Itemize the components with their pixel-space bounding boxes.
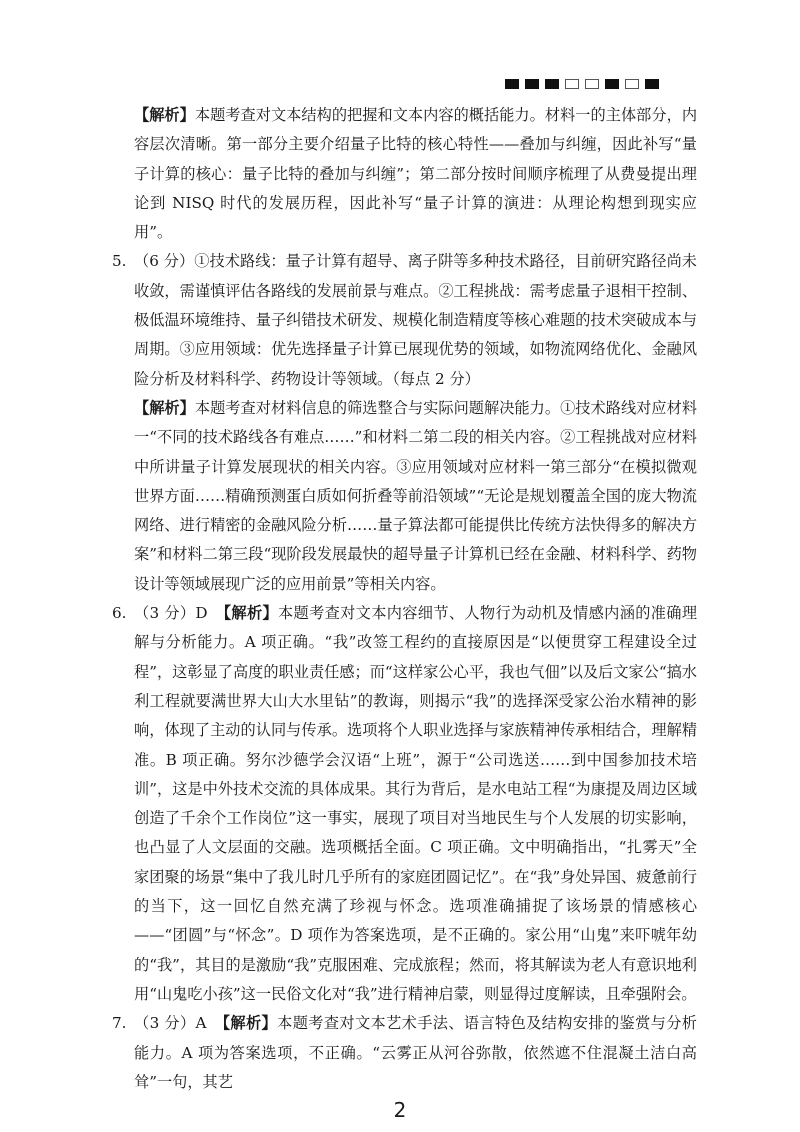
item-text: （3 分）A (134, 1014, 223, 1033)
header-mark (525, 79, 539, 89)
item-number: 7. (112, 1014, 127, 1033)
item-body (134, 247, 697, 393)
item-number: 6. (112, 604, 127, 623)
item-text: 本题考查对材料信息的筛选整合与实际问题解决能力。①技术路线对应材料一“不同的技术路线各有难点……”和材料二第二段的相关内容。②工程挑战对应材料中所讲量子计算发展现状的相关内容。③应用领域对应材料一第三部分“在模拟微观世界方面……精确预测蛋白质如何折叠等前沿领域”“无论是规划覆盖全国的庞大物流网络、进行精密的金融风险分析……量子算法都可能提供比传统方法快得多的解决方案”和材料二第三段“现阶段发展最快的超导量子计算机已经在金融、材料科学、药物设计等领域展现广泛的应用前景”等相关内容。 (134, 398, 698, 593)
item-text: 本题考查对文本内容细节、人物行为动机及情感内涵的准确理解与分析能力。A 项正确。“我”改签工程约的直接原因是“以便贯穿工程建设全过程”，这彰显了高度的职业责任感；而“这样家公心平，我也气佃”以及后文家公“搞水利工程就要满世界大山大水里钻”的教诲，则揭示“我”的选择深受家公治水精神的影响，体现了主动的认同与传承。选项将个人职业选择与家族精神传承相结合，理解精准。B 项正确。努尔沙德学会汉语“上班”，源于“公司选送……到中国参加技术培训”，这是中外技术交流的具体成果。其行为背后，是水电站工程“为康提及周边区域创造了千余个工作岗位”这一事实，展现了项目对当地民生与个人发展的切实影响，也凸显了人文层面的交融。选项概括全面。C 项正确。文中明确指出，“扎雾天”全家团聚的场景“集中了我儿时几乎所有的家庭团圆记忆”。在“我”身处异国、疲惫前行的当下，这一回忆自然充满了珍视与怀念。选项准确捕捉了该场景的情感核心——“团圆”与“怀念”。D 项作为答案选项，是不正确的。家公用“山鬼”来吓唬年幼的“我”，其目的是激励“我”克服困难、完成旅程；然而，将其解读为老人有意识地利用“山鬼吃小孩”这一民俗文化对“我”进行精神启蒙，则显得过度解读，且牵强附会。 (134, 604, 698, 1003)
header-mark (545, 79, 559, 89)
header-mark (505, 79, 519, 89)
answer-item (112, 1009, 697, 1097)
answer-item (112, 599, 697, 1009)
item-text: 本题考查对文本艺术手法、语言特色及结构安排的鉴赏与分析能力。A 项为答案选项，不正确。“云雾正从河谷弥散，依然遮不住混凝土洁白高耸”一句，其艺 (134, 1014, 697, 1091)
answer-item (112, 247, 697, 393)
item-body (134, 1009, 697, 1097)
item-text: 本题考查对文本结构的把握和文本内容的概括能力。材料一的主体部分，内容层次清晰。第一部分主要介绍量子比特的核心特性——叠加与纠缠，因此补写“量子计算的核心：量子比特的叠加与纠缠”；第二部分按时间顺序梳理了从费曼提出理论到 NISQ 时代的发展历程，因此补写“量子计算的演进：从理论构想到现实应用”。 (134, 106, 698, 242)
item-number (112, 101, 134, 247)
item-body (134, 599, 697, 1009)
analysis-paragraph (112, 101, 697, 247)
analysis-label: 【解析】 (223, 604, 279, 623)
analysis-label: 【解析】 (134, 106, 195, 124)
header-mark (565, 79, 579, 89)
header-mark (585, 79, 599, 89)
header-marks (505, 79, 659, 89)
analysis-label: 【解析】 (134, 398, 195, 417)
item-body (134, 101, 697, 247)
header-mark (605, 79, 619, 89)
answer-content (112, 101, 697, 1097)
analysis-label: 【解析】 (222, 1014, 278, 1033)
analysis-paragraph (112, 394, 697, 599)
item-body (134, 394, 697, 599)
header-mark (625, 79, 639, 89)
item-text: （6 分）①技术路线：量子计算有超导、离子阱等多种技术路径，目前研究路径尚未收敛，需谨慎评估各路线的发展前景与难点。②工程挑战：需考虑量子退相干控制、极低温环境维持、量子纠错技术研发、规模化制造精度等核心难题的技术突破成本与周期。③应用领域：优先选择量子计算已展现优势的领域，如物流网络优化、金融风险分析及材料科学、药物设计等领域。（每点 2 分） (134, 252, 697, 388)
header-mark (645, 79, 659, 89)
item-text: （3 分）D (134, 604, 224, 623)
item-number: 5. (112, 252, 127, 271)
item-number (112, 394, 134, 599)
page-number: 2 (393, 1098, 407, 1122)
